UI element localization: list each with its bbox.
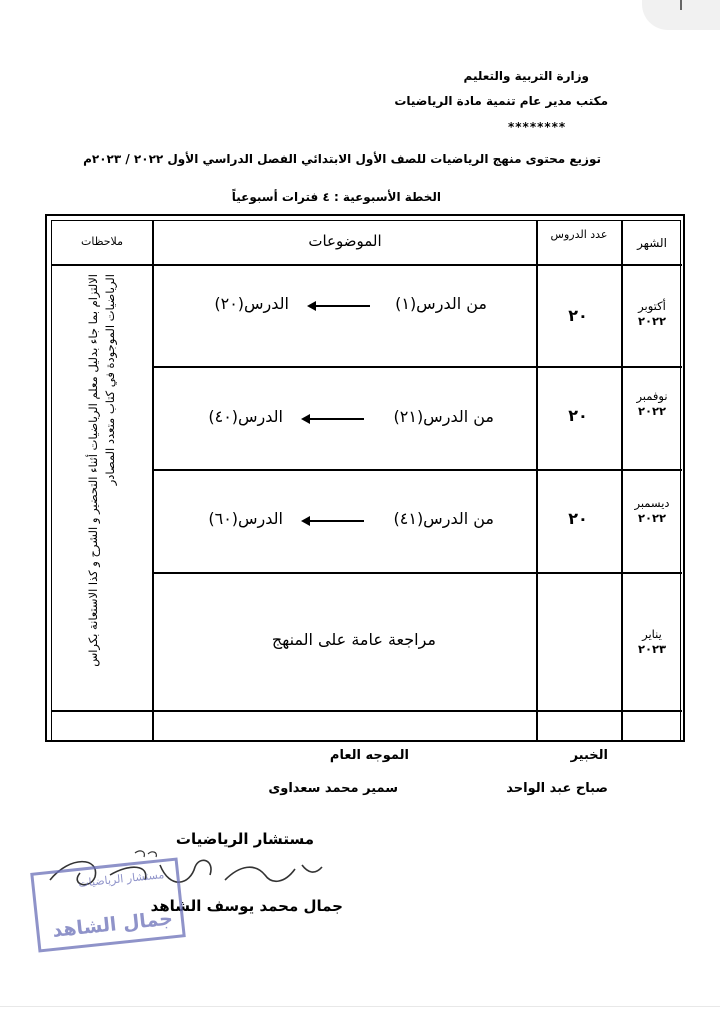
month-year: ٢٠٢٢ [637, 314, 667, 328]
month-year: ٢٠٢٣ [637, 642, 667, 656]
row-lesson-count: ٢٠ [568, 306, 588, 325]
topic-from: من الدرس(٢١) [393, 407, 494, 426]
row-month [623, 389, 681, 419]
row-month [623, 627, 681, 657]
month-name: نوفمبر [636, 389, 668, 403]
separator-stars: ******** [508, 120, 567, 134]
row-month [623, 299, 681, 329]
header-count: عدد الدروس [550, 228, 608, 241]
topic-from: من الدرس(٤١) [393, 509, 494, 528]
row-divider [152, 572, 682, 574]
office-name: مكتب مدير عام تنمية مادة الرياضيات [394, 94, 608, 108]
arrow-left-icon [308, 418, 364, 420]
supervisor-name: سمير محمد سعداوى [268, 781, 398, 796]
advisor-title: مستشار الرياضيات [175, 830, 314, 848]
expert-title: الخبير [570, 748, 608, 763]
month-name: يناير [642, 627, 662, 641]
notes-text: الالتزام بما جاء بدليل معلم الرياضيات أثناء التحضير و الشرح و كذا الاستعانة بكراس الرياضيات الموجودة في كتاب متعدد المصادر [86, 274, 117, 667]
row-divider [52, 710, 682, 712]
topic-review: مراجعة عامة على المنهج [271, 630, 436, 649]
bottom-divider [0, 1006, 720, 1007]
document-title: توزيع محتوى منهج الرياضيات للصف الأول الابتدائي الفصل الدراسي الأول ٢٠٢٢ / ٢٠٢٣م [83, 152, 601, 166]
supervisor-title: الموجه العام [329, 748, 409, 763]
col-divider [152, 220, 154, 742]
stamp-line2: جمال الشاهد [51, 907, 174, 942]
month-year: ٢٠٢٢ [637, 511, 667, 525]
topic-to: الدرس(٦٠) [208, 509, 283, 528]
row-lesson-count: ٢٠ [568, 509, 588, 528]
header-month: الشهر [637, 236, 667, 250]
col-divider [536, 220, 538, 742]
official-stamp [30, 857, 186, 952]
topic-from: من الدرس(١) [395, 294, 487, 313]
month-year: ٢٠٢٢ [637, 404, 667, 418]
ministry-name: وزارة التربية والتعليم [463, 69, 589, 83]
row-divider [152, 469, 682, 471]
window-corner-tab [642, 0, 720, 30]
tab-bar-icon [680, 0, 682, 10]
month-name: ديسمبر [634, 496, 670, 510]
notes-cell [52, 268, 152, 710]
advisor-name: جمال محمد يوسف الشاهد [150, 897, 343, 915]
row-divider [152, 366, 682, 368]
arrow-left-icon [314, 305, 370, 307]
header-topics: الموضوعات [308, 232, 382, 250]
row-lesson-count: ٢٠ [568, 406, 588, 425]
topic-to: الدرس(٤٠) [208, 407, 283, 426]
arrow-left-icon [308, 520, 364, 522]
weekly-plan: الخطة الأسبوعية : ٤ فترات أسبوعياً [231, 190, 441, 204]
topic-to: الدرس(٢٠) [214, 294, 289, 313]
stamp-line1: مستشار الرياضيات [77, 868, 165, 890]
header-notes: ملاحظات [81, 235, 123, 248]
row-month [623, 496, 681, 526]
row-divider [52, 264, 682, 266]
month-name: أكتوبر [638, 299, 666, 313]
expert-name: صباح عبد الواحد [506, 781, 608, 796]
